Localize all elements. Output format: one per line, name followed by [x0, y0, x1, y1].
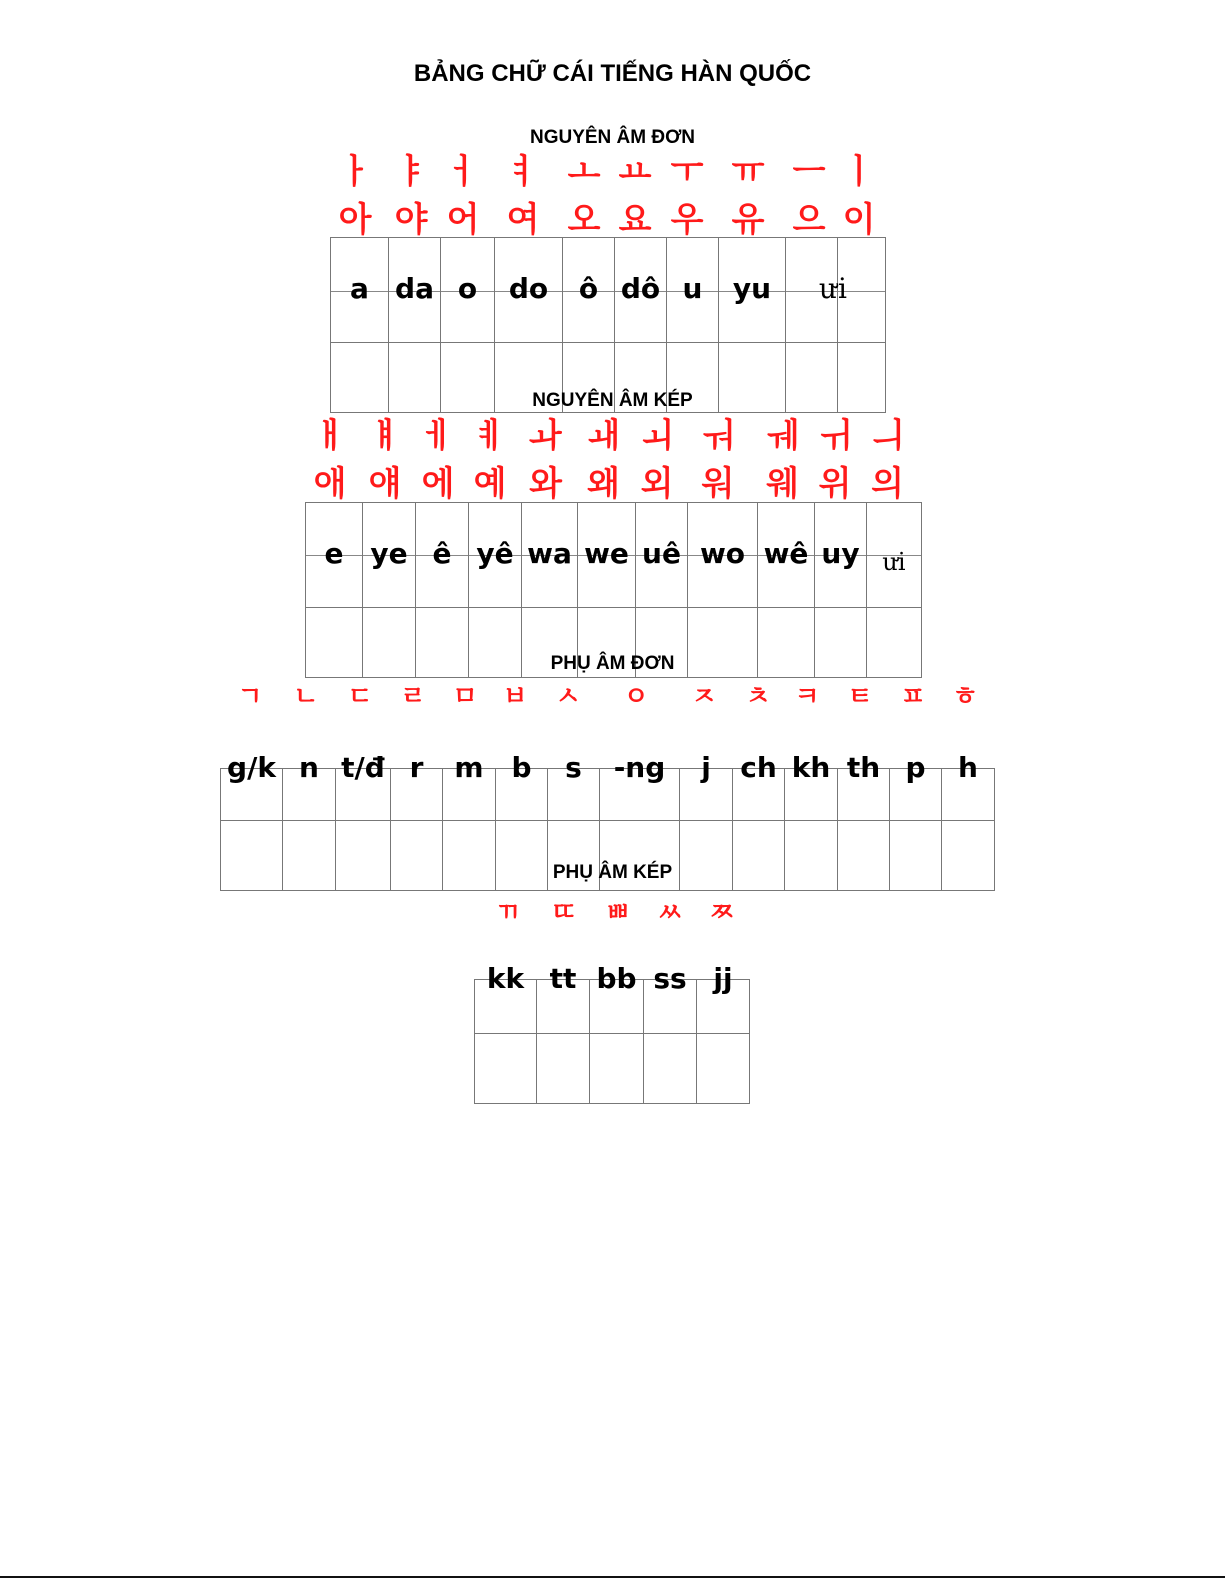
romanization-cell: g/k [221, 751, 283, 803]
double-vowel-syllable-row [0, 462, 1225, 506]
romanization-cell: wê [758, 503, 815, 608]
heading-single-vowels: NGUYÊN ÂM ĐƠN [529, 127, 696, 148]
romanization-cell: m [443, 751, 496, 803]
double-vowel-table [305, 502, 922, 678]
romanization-cell: da [389, 238, 441, 343]
jamo-char: ㅏ [338, 152, 372, 192]
single-vowel-syllable-row [0, 198, 1225, 242]
jamo-char: ㅓ [446, 152, 480, 192]
syllable-char: 위 [818, 464, 852, 504]
jamo-char: ㅉ [709, 898, 735, 928]
romanization-cell: uy [815, 503, 867, 608]
jamo-char: ㄹ [400, 682, 426, 712]
romanization-cell: h [942, 751, 995, 803]
romanization-cell: b [496, 751, 548, 803]
romanization-cell: tt [537, 962, 590, 1016]
syllable-char: 얘 [368, 464, 402, 504]
romanization-cell: ê [416, 503, 469, 608]
romanization-cell: do [495, 238, 563, 343]
jamo-char: ㅡ [792, 152, 826, 192]
romanization-cell: t/đ [336, 751, 391, 803]
jamo-char: ㄲ [495, 898, 521, 928]
romanization-cell: -ng [600, 751, 680, 803]
syllable-char: 여 [506, 200, 540, 240]
romanization-cell: ye [363, 503, 416, 608]
empty-cell [644, 1034, 697, 1104]
syllable-char: 으 [792, 200, 826, 240]
heading-double-vowels: NGUYÊN ÂM KÉP [532, 390, 693, 411]
syllable-char: 웨 [766, 464, 799, 504]
empty-cell [475, 1034, 537, 1104]
romanization-cell: kk [475, 962, 537, 1016]
jamo-char: ㅅ [555, 682, 581, 712]
romanization-cell: r [391, 751, 443, 803]
romanization-cell: s [548, 751, 600, 803]
romanization-cell: p [890, 751, 942, 803]
romanization-cell: ch [733, 751, 785, 803]
heading-double-consonants: PHỤ ÂM KÉP [552, 862, 673, 883]
romanization-cell: wo [688, 503, 758, 608]
jamo-char: ㅎ [952, 682, 978, 712]
syllable-char: 왜 [587, 464, 620, 504]
empty-cell [537, 1034, 590, 1104]
jamo-char: ㅚ [640, 416, 674, 456]
romanization-cell: e [306, 503, 363, 608]
romanization-cell: th [838, 751, 890, 803]
syllable-char: 유 [731, 200, 765, 240]
syllable-char: 의 [871, 464, 904, 504]
jamo-char: ㅑ [394, 152, 428, 192]
jamo-char: ㅋ [794, 682, 820, 712]
syllable-char: 아 [338, 200, 372, 240]
jamo-char: ㄸ [551, 898, 577, 928]
romanization-cell: a [331, 238, 389, 343]
empty-cell [697, 1034, 750, 1104]
jamo-char: ㅒ [368, 416, 402, 456]
syllable-char: 워 [701, 464, 735, 504]
romanization-cell: yê [469, 503, 522, 608]
single-vowel-table [330, 237, 886, 413]
jamo-char: ㄷ [347, 682, 373, 712]
jamo-char: ㅜ [670, 152, 704, 192]
syllable-char: 우 [670, 200, 704, 240]
jamo-char: ㅖ [473, 416, 507, 456]
romanization-cell: n [283, 751, 336, 803]
jamo-char: ㅔ [421, 416, 455, 456]
page-bottom-border [0, 1576, 1225, 1578]
jamo-char: ㅝ [701, 416, 735, 456]
jamo-char: ㅘ [529, 416, 562, 456]
romanization-cell: ô [563, 238, 615, 343]
double-consonant-jamo-row [0, 898, 1225, 942]
jamo-char: ㅙ [587, 416, 620, 456]
romanization-cell: dô [615, 238, 667, 343]
jamo-char: ㅐ [313, 416, 347, 456]
syllable-char: 와 [529, 464, 562, 504]
jamo-char: ㅗ [567, 152, 601, 192]
syllable-char: 애 [313, 464, 347, 504]
jamo-char: ㅁ [452, 682, 478, 712]
double-consonant-table [474, 962, 750, 1104]
romanization-cell: jj [697, 962, 750, 1016]
jamo-char: ㅟ [818, 416, 852, 456]
double-vowel-jamo-row [0, 414, 1225, 458]
romanization-cell: kh [785, 751, 838, 803]
syllable-char: 외 [640, 464, 674, 504]
jamo-char: ㅞ [766, 416, 799, 456]
jamo-char: ㅠ [731, 152, 765, 192]
jamo-char: ㄱ [237, 682, 263, 712]
romanization-cell: i [838, 238, 886, 343]
jamo-char: ㅌ [847, 682, 873, 712]
empty-cell [590, 1034, 644, 1104]
romanization-cell: uê [636, 503, 688, 608]
romanization-cell: ư [786, 238, 838, 343]
syllable-char: 에 [421, 464, 455, 504]
jamo-char: ㅣ [842, 152, 876, 192]
jamo-char: ㅆ [657, 898, 683, 928]
romanization-cell: yu [719, 238, 786, 343]
syllable-char: 야 [394, 200, 428, 240]
romanization-cell: o [441, 238, 495, 343]
romanization-cell: ưi [867, 503, 922, 608]
romanization-cell: j [680, 751, 733, 803]
document-title: BẢNG CHỮ CÁI TIẾNG HÀN QUỐC [413, 60, 812, 87]
romanization-cell: ss [644, 962, 697, 1016]
syllable-char: 이 [842, 200, 876, 240]
heading-single-consonants: PHỤ ÂM ĐƠN [550, 653, 675, 674]
jamo-char: ㅛ [618, 152, 652, 192]
romanization-cell: wa [522, 503, 578, 608]
jamo-char: ㅃ [605, 898, 631, 928]
jamo-char: ㅢ [871, 416, 904, 456]
syllable-char: 오 [567, 200, 601, 240]
romanization-cell: we [578, 503, 636, 608]
jamo-char: ㅇ [623, 682, 649, 712]
jamo-char: ㄴ [293, 682, 319, 712]
syllable-char: 예 [473, 464, 507, 504]
romanization-cell: u [667, 238, 719, 343]
jamo-char: ㅕ [506, 152, 540, 192]
romanization-cell: bb [590, 962, 644, 1016]
jamo-char: ㅍ [900, 682, 926, 712]
jamo-char: ㅊ [745, 682, 771, 712]
syllable-char: 요 [618, 200, 652, 240]
single-vowel-jamo-row [0, 150, 1225, 194]
single-consonant-jamo-row [0, 682, 1225, 726]
syllable-char: 어 [446, 200, 480, 240]
jamo-char: ㅂ [502, 682, 528, 712]
jamo-char: ㅈ [691, 682, 717, 712]
